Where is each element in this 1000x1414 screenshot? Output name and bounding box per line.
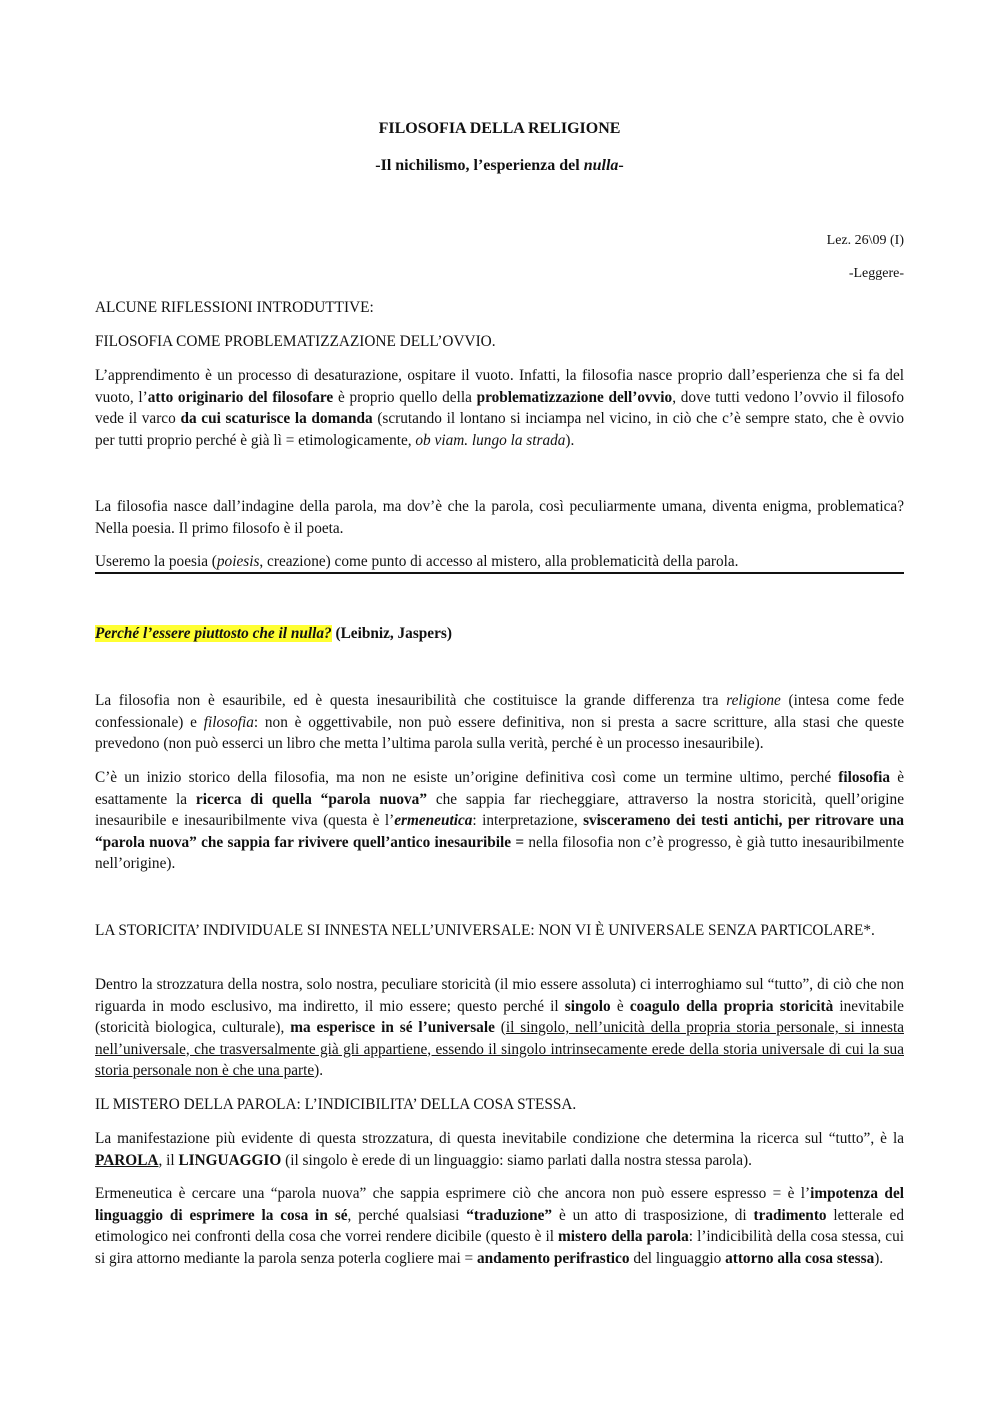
subtitle-text: -Il nichilismo, l’esperienza del bbox=[375, 157, 584, 174]
highlighted-question: Perché l’essere piuttosto che il nulla? bbox=[95, 625, 332, 642]
section-heading-mystery: IL MISTERO DELLA PAROLA: L’INDICIBILITA’ DELLA COSA STESSA. bbox=[95, 1096, 577, 1113]
reading-note: -Leggere- bbox=[848, 266, 904, 281]
paragraph-inexhaustibility: La filosofia non è esauribile, ed è questa inesauribilità che costituisce la grande differenza tra religione (intesa come fede confessionale) e filosofia: non è oggettivabile, non può essere definitiva, non si presta a sacre scritture, alla stasi che queste prevedono (non può esserci un libro che metta l’ultima parola sulla verità, perché è un processo inesauribile). bbox=[95, 692, 904, 752]
lecture-reference: Lez. 26\09 (I) bbox=[826, 233, 904, 248]
question-heading bbox=[95, 623, 904, 645]
paragraph-language: La manifestazione più evidente di questa strozzatura, di questa inevitabile condizione che determina la ricerca sul “tutto”, è la PAROLA, il LINGUAGGIO (il singolo è erede di un linguaggio: siamo parlati dalla nostra stessa parola). bbox=[95, 1130, 904, 1169]
paragraph-poetry: La filosofia nasce dall’indagine della parola, ma dov’è che la parola, così peculiarmente umana, diventa enigma, problematica? Nella poesia. Il primo filosofo è il poeta. bbox=[95, 498, 904, 537]
document-subtitle bbox=[95, 157, 904, 175]
paragraph-singular: Dentro la strozzatura della nostra, solo nostra, peculiare storicità (il mio essere assoluta) ci interroghiamo sul “tutto”, di ciò che non riguarda in modo esclusivo, ma indiretto, il mio essere; questo perché il singolo è coagulo della propria storicità inevitabile (storicità biologica, culturale), ma esperisce in sé l’universale (il singolo, nell’unicità della propria storia personale, si innesta nell’universale, che trasversalmente già gli appartiene, essendo il singolo intrinsecamente erede della storia universale di cui la sua storia personale non è che una parte). bbox=[95, 976, 904, 1079]
section-heading-historicity: LA STORICITA’ INDIVIDUALE SI INNESTA NELL’UNIVERSALE: NON VI È UNIVERSALE SENZA PARTICOLARE*. bbox=[95, 922, 875, 939]
subtitle-end: - bbox=[618, 157, 624, 174]
question-authors: (Leibniz, Jaspers) bbox=[331, 625, 452, 642]
section-heading-intro: ALCUNE RIFLESSIONI INTRODUTTIVE: bbox=[95, 299, 374, 316]
paragraph-learning: L’apprendimento è un processo di desaturazione, ospitare il vuoto. Infatti, la filosofia nasce proprio dall’esperienza che si fa del vuoto, l’atto originario del filosofare è proprio quello della problematizzazione dell’ovvio, dove tutti vedono l’ovvio il filosofo vede il varco da cui scaturisce la domanda (scrutando il lontano si inciampa nel vicino, in ciò che c’è sempre stato, che è ovvio per tutti proprio perché è già lì = etimologicamente, ob viam. lungo la strada). bbox=[95, 367, 905, 449]
paragraph-poiesis: Useremo la poesia (poiesis, creazione) come punto di accesso al mistero, alla problematicità della parola. bbox=[95, 553, 739, 570]
paragraph-translation: Ermeneutica è cercare una “parola nuova” che sappia esprimere ciò che ancora non può essere espresso = è l’impotenza del linguaggio di esprimere la cosa in sé, perché qualsiasi “traduzione” è un atto di trasposizione, di tradimento letterale ed etimologico nei confronti della cosa che vorrei rendere dicibile (questo è il mistero della parola: l’indicibilità della cosa stessa, cui si gira attorno mediante la parola senza poterla cogliere mai = andamento perifrastico del linguaggio attorno alla cosa stessa). bbox=[95, 1185, 904, 1267]
paragraph-hermeneutics: C’è un inizio storico della filosofia, ma non ne esiste un’origine definitiva così come un termine ultimo, perché filosofia è esattamente la ricerca di quella “parola nuova” che sappia far riecheggiare, attraverso la nostra storicità, quell’origine inesauribile e inesauribilmente viva (questa è l’ermeneutica: interpretazione, sviscerameno dei testi antichi, per ritrovare una “parola nuova” che sappia far rivivere quell’antico inesauribile = nella filosofia non c’è progresso, è già tutto inesauribilmente nell’origine). bbox=[95, 769, 905, 872]
subtitle-emphasis: nulla bbox=[583, 157, 619, 174]
section-divider bbox=[95, 572, 904, 574]
document-title: FILOSOFIA DELLA RELIGIONE bbox=[378, 120, 621, 137]
section-heading-obvious: FILOSOFIA COME PROBLEMATIZZAZIONE DELL’OVVIO. bbox=[95, 333, 496, 350]
